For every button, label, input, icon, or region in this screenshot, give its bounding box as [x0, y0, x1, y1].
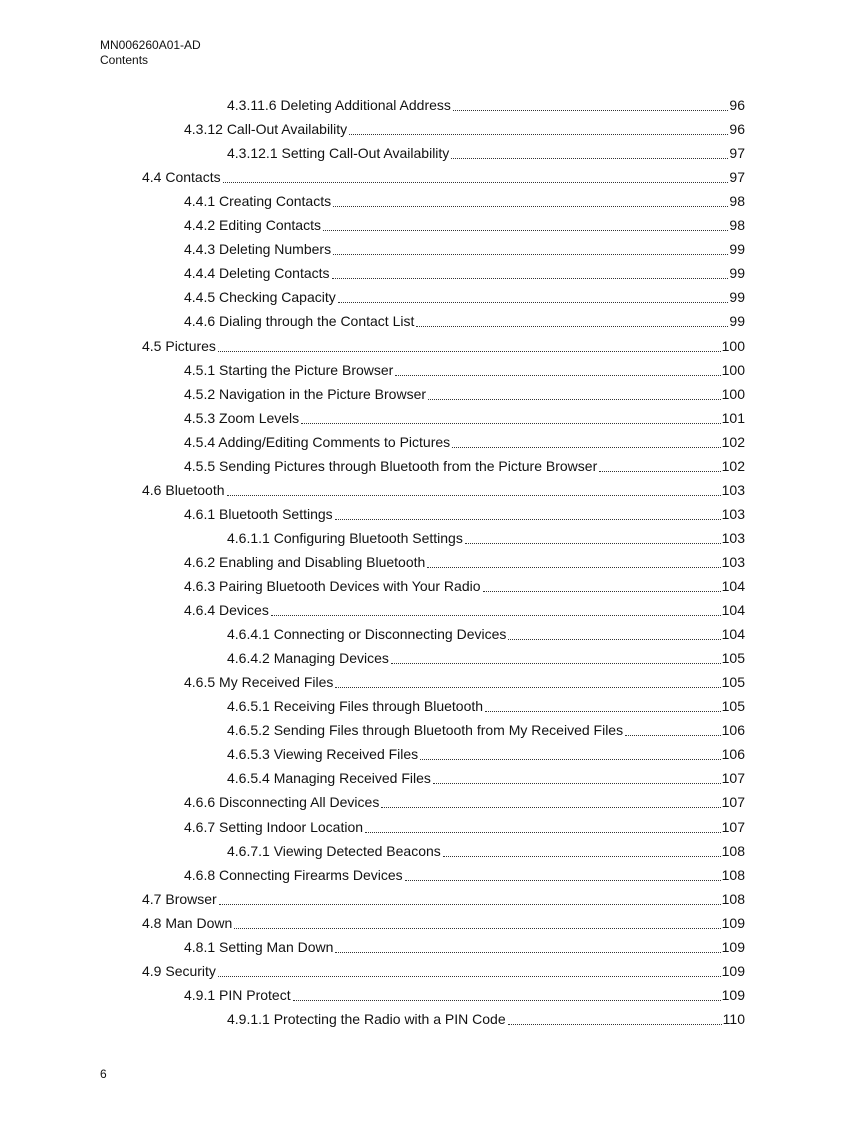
- toc-entry-title: 4.4.3 Deleting Numbers: [184, 241, 332, 258]
- toc-entry-page: 105: [721, 698, 745, 715]
- dot-leader: [218, 350, 721, 352]
- dot-leader: [333, 253, 728, 255]
- toc-entry-page: 109: [721, 986, 745, 1003]
- dot-leader: [335, 518, 721, 520]
- toc-entry-title: 4.4.6 Dialing through the Contact List: [184, 313, 415, 330]
- toc-entry-title: 4.6.3 Pairing Bluetooth Devices with Your Radio: [184, 578, 481, 594]
- toc-entry-title: 4.6.1 Bluetooth Settings: [184, 505, 333, 522]
- dot-leader: [234, 927, 720, 929]
- toc-entry[interactable]: [227, 763, 745, 787]
- toc-entry[interactable]: [184, 234, 745, 258]
- dot-leader: [508, 1023, 722, 1025]
- toc-entry[interactable]: [184, 210, 745, 234]
- dot-leader: [428, 398, 721, 400]
- dot-leader: [338, 301, 729, 303]
- toc-entry[interactable]: [227, 739, 745, 763]
- toc-entry[interactable]: [142, 331, 745, 355]
- document-id: MN006260A01-AD: [100, 38, 201, 52]
- dot-leader: [416, 325, 728, 327]
- dot-leader: [451, 157, 728, 159]
- toc-entry-title: 4.5.5 Sending Pictures through Bluetooth from the Picture Browser: [184, 457, 598, 474]
- toc-entry-page: 98: [729, 217, 745, 234]
- toc-entry-page: 101: [721, 409, 745, 426]
- toc-entry-title: 4.6.5.1 Receiving Files through Bluetooth: [227, 698, 484, 715]
- dot-leader: [218, 975, 721, 977]
- toc-entry-page: 100: [721, 361, 745, 378]
- toc-entry-title: 4.4 Contacts: [142, 169, 221, 186]
- dot-leader: [625, 734, 721, 736]
- toc-entry-title: 4.6.2 Enabling and Disabling Bluetooth: [184, 553, 426, 570]
- toc-entry-page: 108: [721, 842, 745, 859]
- toc-entry-page: 103: [721, 505, 745, 522]
- toc-entry[interactable]: [227, 691, 745, 715]
- toc-entry-page: 96: [729, 97, 745, 113]
- toc-entry-title: 4.9.1.1 Protecting the Radio with a PIN Code: [227, 1010, 506, 1027]
- toc-entry-title: 4.5.3 Zoom Levels: [184, 409, 300, 426]
- toc-entry-title: 4.6.4 Devices: [184, 602, 269, 619]
- toc-entry[interactable]: [184, 282, 745, 306]
- dot-leader: [271, 614, 721, 616]
- dot-leader: [465, 542, 721, 544]
- toc-entry[interactable]: [227, 715, 745, 739]
- toc-entry-title: 4.6.8 Connecting Firearms Devices: [184, 866, 403, 883]
- toc-entry-page: 108: [721, 890, 745, 907]
- dot-leader: [223, 181, 729, 183]
- toc-entry-title: 4.3.12.1 Setting Call-Out Availability: [227, 145, 450, 162]
- toc-entry[interactable]: [227, 138, 745, 162]
- toc-entry-title: 4.4.1 Creating Contacts: [184, 193, 332, 210]
- dot-leader: [293, 999, 721, 1001]
- toc-entry-page: 107: [721, 818, 745, 835]
- toc-entry-page: 102: [721, 457, 745, 474]
- dot-leader: [301, 422, 720, 424]
- toc-entry[interactable]: [184, 186, 745, 210]
- dot-leader: [395, 374, 720, 376]
- toc-entry-page: 108: [721, 866, 745, 883]
- dot-leader: [427, 566, 720, 568]
- toc-entry-page: 99: [729, 289, 745, 306]
- toc-entry-title: 4.4.2 Editing Contacts: [184, 217, 321, 234]
- toc-entry-title: 4.6.7.1 Viewing Detected Beacons: [227, 842, 441, 859]
- toc-entry-page: 110: [722, 1010, 745, 1027]
- page-number: 6: [100, 1067, 107, 1081]
- dot-leader: [452, 446, 720, 448]
- toc-entry-page: 97: [729, 169, 745, 186]
- toc-entry[interactable]: [184, 379, 745, 403]
- toc-entry-page: 105: [721, 674, 745, 691]
- toc-entry-title: 4.6.6 Disconnecting All Devices: [184, 794, 380, 811]
- toc-entry-title: 4.3.11.6 Deleting Additional Address: [227, 97, 451, 113]
- dot-leader: [443, 855, 721, 857]
- toc-entry-page: 109: [721, 914, 745, 931]
- toc-entry-title: 4.6.5.3 Viewing Received Files: [227, 746, 419, 763]
- toc-entry-page: 107: [721, 794, 745, 811]
- page-header: [100, 38, 201, 68]
- toc-entry[interactable]: [184, 499, 745, 523]
- toc-entry[interactable]: [184, 667, 745, 691]
- toc-entry-title: 4.5.2 Navigation in the Picture Browser: [184, 385, 427, 402]
- toc-entry[interactable]: [227, 836, 745, 860]
- toc-entry-page: 107: [721, 770, 745, 787]
- toc-entry-page: 103: [721, 553, 745, 570]
- dot-leader: [433, 782, 721, 784]
- toc-entry-title: 4.3.12 Call-Out Availability: [184, 121, 348, 138]
- toc-entry[interactable]: [227, 619, 745, 643]
- toc-entry[interactable]: [184, 860, 745, 884]
- toc-entry-page: 100: [721, 385, 745, 402]
- toc-entry[interactable]: [184, 403, 745, 427]
- toc-entry[interactable]: [184, 932, 745, 956]
- toc-entry[interactable]: [142, 162, 745, 186]
- toc-entry-page: 98: [729, 193, 745, 210]
- toc-entry[interactable]: [142, 908, 745, 932]
- toc-entry[interactable]: [227, 90, 745, 114]
- toc-entry-title: 4.6.5.4 Managing Received Files: [227, 770, 431, 787]
- toc-entry-title: 4.5.1 Starting the Picture Browser: [184, 361, 394, 378]
- dot-leader: [405, 879, 721, 881]
- toc-entry[interactable]: [142, 475, 745, 499]
- toc-entry-page: 99: [729, 313, 745, 330]
- dot-leader: [485, 710, 721, 712]
- dot-leader: [335, 951, 720, 953]
- toc-entry-page: 105: [721, 650, 745, 667]
- toc-entry-title: 4.9 Security: [142, 962, 216, 979]
- dot-leader: [420, 758, 720, 760]
- dot-leader: [508, 638, 720, 640]
- dot-leader: [599, 470, 720, 472]
- section-title: Contents: [100, 53, 149, 67]
- toc-entry-page: 99: [729, 265, 745, 282]
- toc-entry-page: 102: [721, 433, 745, 450]
- dot-leader: [365, 831, 721, 833]
- toc-entry-page: 97: [729, 145, 745, 162]
- toc-entry-page: 99: [729, 241, 745, 258]
- toc-entry-page: 109: [721, 938, 745, 955]
- dot-leader: [332, 277, 729, 279]
- toc-entry[interactable]: [184, 114, 745, 138]
- toc-entry[interactable]: [227, 523, 745, 547]
- toc-entry[interactable]: [184, 571, 745, 595]
- toc-entry-title: 4.9.1 PIN Protect: [184, 986, 291, 1003]
- dot-leader: [391, 662, 721, 664]
- toc-entry-title: 4.6.7 Setting Indoor Location: [184, 818, 364, 835]
- toc-entry[interactable]: [184, 547, 745, 571]
- toc-entry-page: 109: [721, 962, 745, 979]
- toc-entry-title: 4.6.1.1 Configuring Bluetooth Settings: [227, 529, 463, 546]
- toc-entry[interactable]: [142, 956, 745, 980]
- toc-entry-page: 106: [721, 746, 745, 763]
- toc-entry-title: 4.4.5 Checking Capacity: [184, 289, 336, 306]
- toc-entry-page: 103: [721, 529, 745, 546]
- toc-entry-title: 4.6.4.1 Connecting or Disconnecting Devices: [227, 626, 507, 643]
- dot-leader: [453, 109, 729, 111]
- toc-entry-title: 4.7 Browser: [142, 890, 217, 907]
- toc-entry[interactable]: [184, 980, 745, 1004]
- toc-entry-title: 4.8.1 Setting Man Down: [184, 938, 334, 955]
- dot-leader: [483, 590, 721, 592]
- toc-entry-page: 104: [721, 578, 745, 594]
- toc-entry-page: 106: [721, 722, 745, 739]
- toc-entry-page: 100: [721, 337, 745, 354]
- toc-entry[interactable]: [184, 595, 745, 619]
- dot-leader: [323, 229, 728, 231]
- dot-leader: [227, 494, 721, 496]
- toc-entry[interactable]: [142, 884, 745, 908]
- toc-entry-title: 4.5 Pictures: [142, 337, 216, 354]
- dot-leader: [219, 903, 721, 905]
- toc-entry-title: 4.6 Bluetooth: [142, 481, 225, 498]
- toc-entry-title: 4.6.5 My Received Files: [184, 674, 334, 691]
- toc-entry-page: 103: [721, 481, 745, 498]
- toc-entry-title: 4.8 Man Down: [142, 914, 233, 931]
- toc-entry[interactable]: [184, 787, 745, 811]
- toc-entry-page: 104: [721, 602, 745, 619]
- dot-leader: [335, 686, 720, 688]
- toc-entry[interactable]: [184, 306, 745, 330]
- toc-entry-page: 96: [729, 121, 745, 138]
- dot-leader: [333, 205, 728, 207]
- toc-entry[interactable]: [184, 427, 745, 451]
- toc-entry[interactable]: [184, 812, 745, 836]
- toc-entry-page: 104: [721, 626, 745, 643]
- toc-entry[interactable]: [227, 643, 745, 667]
- toc-entry-title: 4.6.4.2 Managing Devices: [227, 650, 389, 667]
- dot-leader: [349, 133, 728, 135]
- toc-entry-title: 4.5.4 Adding/Editing Comments to Pictures: [184, 433, 451, 450]
- toc-entry[interactable]: [184, 258, 745, 282]
- toc-entry[interactable]: [227, 1004, 745, 1028]
- toc-entry[interactable]: [184, 451, 745, 475]
- toc-entry[interactable]: [184, 355, 745, 379]
- dot-leader: [381, 806, 720, 808]
- toc-entry-title: 4.6.5.2 Sending Files through Bluetooth from My Received Files: [227, 722, 624, 739]
- toc-entry-title: 4.4.4 Deleting Contacts: [184, 265, 330, 282]
